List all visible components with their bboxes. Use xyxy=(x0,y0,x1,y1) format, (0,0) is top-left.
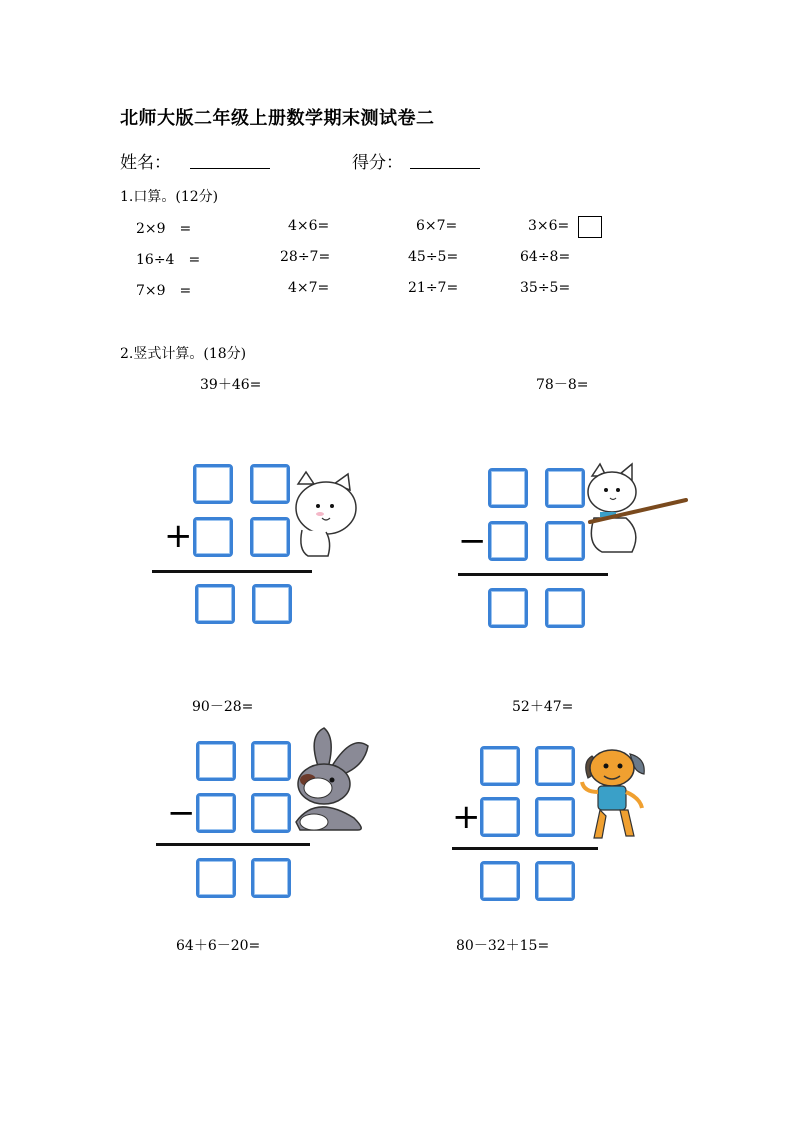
digit-box[interactable] xyxy=(480,861,520,901)
digit-box[interactable] xyxy=(480,746,520,786)
oral-item: 4×7= xyxy=(288,280,330,296)
score-field[interactable] xyxy=(410,168,480,169)
operator-minus: − xyxy=(458,521,487,561)
digit-box[interactable] xyxy=(545,588,585,628)
oral-item: 28÷7= xyxy=(280,249,331,265)
operator-minus: − xyxy=(167,793,196,833)
digit-box[interactable] xyxy=(535,861,575,901)
digit-box[interactable] xyxy=(250,517,290,557)
oral-item: 35÷5= xyxy=(520,280,571,296)
digit-box[interactable] xyxy=(196,741,236,781)
digit-box[interactable] xyxy=(488,468,528,508)
oral-item: 4×6= xyxy=(288,218,330,234)
oral-item: 16÷4 = xyxy=(136,252,201,268)
problem-label: 39＋46= xyxy=(200,377,262,393)
oral-item: 6×7= xyxy=(416,218,458,234)
digit-box[interactable] xyxy=(480,797,520,837)
cat-icon xyxy=(288,470,364,560)
oral-item: 3×6= xyxy=(528,218,570,234)
digit-box[interactable] xyxy=(488,588,528,628)
digit-box[interactable] xyxy=(545,468,585,508)
oral-item: 7×9 = xyxy=(136,283,192,299)
problem-label: 80－32＋15= xyxy=(456,938,550,954)
digit-box[interactable] xyxy=(251,741,291,781)
oral-item: 45÷5= xyxy=(408,249,459,265)
score-label: 得分： xyxy=(352,153,403,173)
problem-label: 90－28= xyxy=(192,699,254,715)
problem-label: 78－8= xyxy=(536,377,589,393)
digit-box[interactable] xyxy=(535,797,575,837)
digit-box[interactable] xyxy=(193,517,233,557)
problem-label: 64＋6－20= xyxy=(176,938,261,954)
digit-box[interactable] xyxy=(195,584,235,624)
digit-box[interactable] xyxy=(193,464,233,504)
name-label: 姓名： xyxy=(120,153,171,173)
digit-box[interactable] xyxy=(251,793,291,833)
difference-line xyxy=(458,573,608,576)
section2-heading: 2.竖式计算。(18分) xyxy=(120,346,247,362)
digit-box[interactable] xyxy=(251,858,291,898)
digit-box[interactable] xyxy=(545,521,585,561)
cat-with-stick-icon xyxy=(580,460,688,560)
dog-icon xyxy=(578,742,650,842)
oral-item: 64÷8= xyxy=(520,249,571,265)
oral-item: 21÷7= xyxy=(408,280,459,296)
digit-box[interactable] xyxy=(196,858,236,898)
sum-line xyxy=(452,847,598,850)
sum-line xyxy=(152,570,312,573)
oral-item: 2×9 = xyxy=(136,221,192,237)
difference-line xyxy=(156,843,310,846)
operator-plus: + xyxy=(164,516,193,556)
section1-heading: 1.口算。(12分) xyxy=(120,189,219,205)
digit-box[interactable] xyxy=(488,521,528,561)
rabbit-icon xyxy=(288,726,378,836)
problem-label: 52＋47= xyxy=(512,699,574,715)
digit-box[interactable] xyxy=(535,746,575,786)
page-title: 北师大版二年级上册数学期末测试卷二 xyxy=(120,108,435,129)
operator-plus: + xyxy=(452,797,481,837)
digit-box[interactable] xyxy=(252,584,292,624)
name-field[interactable] xyxy=(190,168,270,169)
digit-box[interactable] xyxy=(250,464,290,504)
answer-box[interactable] xyxy=(578,216,602,238)
digit-box[interactable] xyxy=(196,793,236,833)
